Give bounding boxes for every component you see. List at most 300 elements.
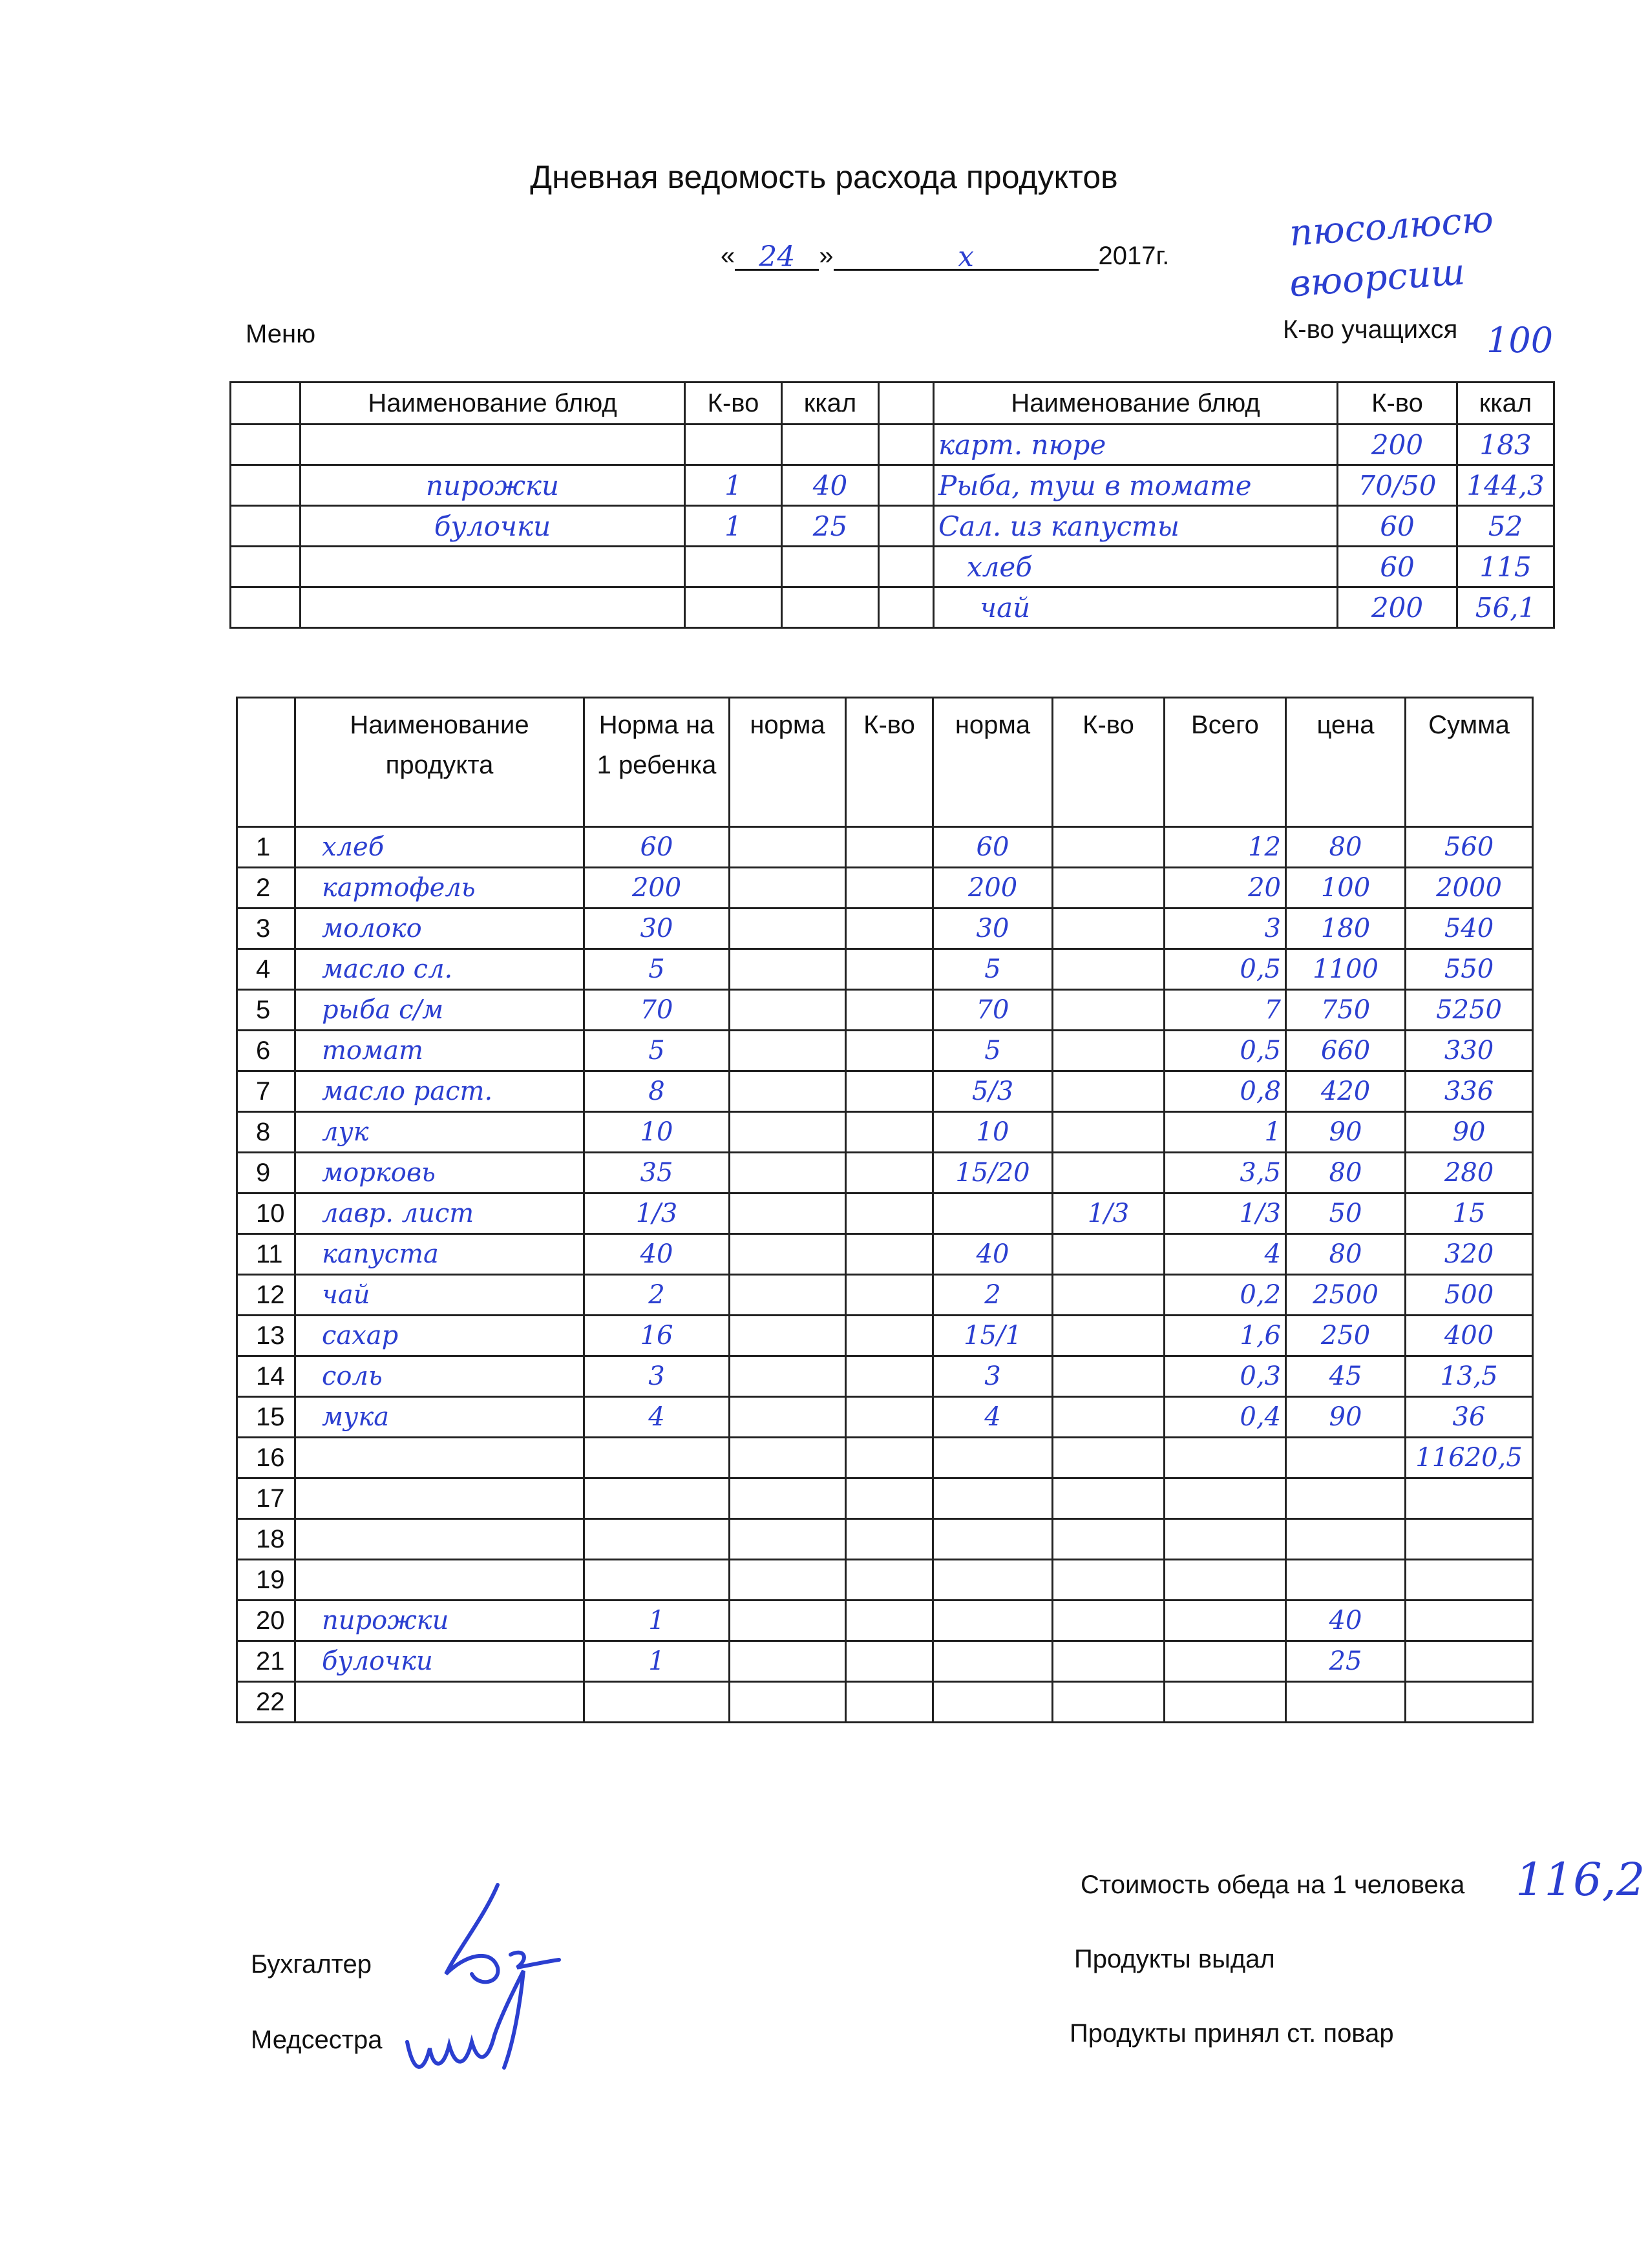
menu-cell: 200: [1338, 587, 1457, 628]
products-cell: 8: [584, 1071, 730, 1112]
products-cell: 0,8: [1165, 1071, 1286, 1112]
products-header-cell: норма: [933, 698, 1053, 827]
products-table: [236, 697, 1534, 1723]
products-cell: 90: [1406, 1112, 1533, 1153]
products-cell: 10: [584, 1112, 730, 1153]
products-cell: [846, 1682, 933, 1723]
products-cell: 40: [933, 1234, 1053, 1275]
products-cell: [1406, 1560, 1533, 1601]
products-cell: 80: [1286, 827, 1406, 868]
products-cell: [846, 1601, 933, 1641]
products-cell: 750: [1286, 990, 1406, 1031]
products-cell: молоко: [295, 908, 584, 949]
row-number: 13: [237, 1316, 295, 1356]
menu-cell: 1: [685, 506, 782, 547]
row-number: 20: [237, 1601, 295, 1641]
products-cell: [1165, 1478, 1286, 1519]
products-cell: 3,5: [1165, 1153, 1286, 1193]
products-cell: 15/20: [933, 1153, 1053, 1193]
products-cell: 1: [584, 1641, 730, 1682]
products-cell: [846, 1234, 933, 1275]
products-cell: [295, 1682, 584, 1723]
menu-cell: хлеб: [934, 547, 1338, 587]
products-cell: [1053, 1682, 1165, 1723]
products-cell: [1165, 1560, 1286, 1601]
products-cell: 4: [584, 1397, 730, 1438]
products-cell: 36: [1406, 1397, 1533, 1438]
menu-cell: [685, 547, 782, 587]
row-number: 17: [237, 1478, 295, 1519]
products-cell: 7: [1165, 990, 1286, 1031]
products-cell: картофель: [295, 868, 584, 908]
products-cell: 80: [1286, 1153, 1406, 1193]
top-right-note-2: вюорсиш: [1288, 251, 1466, 306]
products-cell: чай: [295, 1275, 584, 1316]
products-cell: сахар: [295, 1316, 584, 1356]
products-header-cell: К-во: [846, 698, 933, 827]
menu-row: [231, 425, 1554, 465]
products-cell: 5/3: [933, 1071, 1053, 1112]
products-cell: хлеб: [295, 827, 584, 868]
products-cell: лук: [295, 1112, 584, 1153]
products-cell: [1286, 1682, 1406, 1723]
menu-cell: [782, 547, 879, 587]
menu-header-row: [231, 383, 1554, 425]
products-cell: [933, 1193, 1053, 1234]
products-issued-label: Продукты выдал: [1074, 1945, 1275, 1973]
products-header-cell: Наименование продукта: [295, 698, 584, 827]
row-number: 8: [237, 1112, 295, 1153]
products-cell: [1053, 1560, 1165, 1601]
products-row: [237, 1356, 1533, 1397]
products-cell: [730, 949, 846, 990]
menu-label: Меню: [246, 320, 316, 348]
products-cell: [933, 1438, 1053, 1478]
products-cell: [730, 1031, 846, 1071]
products-row: [237, 1153, 1533, 1193]
products-cell: [846, 949, 933, 990]
products-cell: [730, 1356, 846, 1397]
products-cell: 2500: [1286, 1275, 1406, 1316]
products-cell: [730, 1478, 846, 1519]
products-cell: 35: [584, 1153, 730, 1193]
products-cell: 540: [1406, 908, 1533, 949]
products-cell: [730, 1438, 846, 1478]
products-cell: [1053, 1356, 1165, 1397]
products-cell: [846, 1560, 933, 1601]
menu-cell: [782, 425, 879, 465]
products-cell: 5250: [1406, 990, 1533, 1031]
products-cell: 5: [933, 1031, 1053, 1071]
products-cell: 5: [933, 949, 1053, 990]
products-cell: [1165, 1641, 1286, 1682]
menu-cell: 115: [1457, 547, 1554, 587]
products-cell: [1053, 1275, 1165, 1316]
products-cell: рыба с/м: [295, 990, 584, 1031]
products-cell: капуста: [295, 1234, 584, 1275]
date-line: [721, 240, 1169, 271]
products-cell: 90: [1286, 1397, 1406, 1438]
menu-cell: 40: [782, 465, 879, 506]
products-cell: [1406, 1601, 1533, 1641]
products-cell: 2: [933, 1275, 1053, 1316]
menu-table: [229, 381, 1555, 629]
products-cell: 200: [933, 868, 1053, 908]
products-cell: 1/3: [1165, 1193, 1286, 1234]
products-cell: [846, 990, 933, 1031]
row-number: 9: [237, 1153, 295, 1193]
products-row: [237, 868, 1533, 908]
menu-cell: карт. пюре: [934, 425, 1338, 465]
products-cell: [1053, 1031, 1165, 1071]
products-cell: 2000: [1406, 868, 1533, 908]
menu-row: [231, 465, 1554, 506]
menu-header-cell: К-во: [1338, 383, 1457, 425]
products-cell: [1286, 1519, 1406, 1560]
products-header-cell: Сумма: [1406, 698, 1533, 827]
products-cell: [846, 1316, 933, 1356]
menu-cell: [685, 587, 782, 628]
products-cell: 1/3: [1053, 1193, 1165, 1234]
products-cell: [1286, 1438, 1406, 1478]
row-number: 6: [237, 1031, 295, 1071]
products-row: [237, 1316, 1533, 1356]
menu-cell: 144,3: [1457, 465, 1554, 506]
products-cell: 13,5: [1406, 1356, 1533, 1397]
products-cell: 30: [933, 908, 1053, 949]
products-row: [237, 990, 1533, 1031]
products-cell: масло раст.: [295, 1071, 584, 1112]
products-cell: 11620,5: [1406, 1438, 1533, 1478]
products-cell: 250: [1286, 1316, 1406, 1356]
products-cell: [1053, 949, 1165, 990]
menu-cell: [782, 587, 879, 628]
products-cell: [1053, 1234, 1165, 1275]
products-cell: [584, 1682, 730, 1723]
menu-cell: [879, 587, 934, 628]
products-cell: 40: [1286, 1601, 1406, 1641]
menu-cell: 60: [1338, 506, 1457, 547]
products-cell: 1100: [1286, 949, 1406, 990]
products-cell: [933, 1641, 1053, 1682]
menu-cell: пирожки: [301, 465, 685, 506]
products-cell: [730, 1316, 846, 1356]
row-number: 11: [237, 1234, 295, 1275]
products-row: [237, 1682, 1533, 1723]
products-cell: [846, 1397, 933, 1438]
products-cell: [1406, 1519, 1533, 1560]
products-cell: 1,6: [1165, 1316, 1286, 1356]
products-received-label: Продукты принял ст. повар: [1070, 2019, 1394, 2048]
menu-cell: 56,1: [1457, 587, 1554, 628]
products-cell: 3: [584, 1356, 730, 1397]
top-right-note-1: пюсолюсю: [1288, 198, 1495, 255]
row-number: 5: [237, 990, 295, 1031]
products-cell: томат: [295, 1031, 584, 1071]
products-cell: 10: [933, 1112, 1053, 1153]
products-cell: [295, 1519, 584, 1560]
products-cell: 80: [1286, 1234, 1406, 1275]
products-cell: [1165, 1682, 1286, 1723]
products-cell: [295, 1478, 584, 1519]
products-cell: [1053, 868, 1165, 908]
menu-cell: 60: [1338, 547, 1457, 587]
row-number: 3: [237, 908, 295, 949]
products-cell: [295, 1560, 584, 1601]
products-cell: 420: [1286, 1071, 1406, 1112]
products-cell: [584, 1560, 730, 1601]
products-cell: соль: [295, 1356, 584, 1397]
products-cell: [730, 1071, 846, 1112]
menu-header-cell: ккал: [1457, 383, 1554, 425]
products-cell: [1406, 1641, 1533, 1682]
products-cell: [1053, 1316, 1165, 1356]
row-number: 15: [237, 1397, 295, 1438]
products-row: [237, 1438, 1533, 1478]
menu-cell: 52: [1457, 506, 1554, 547]
products-row: [237, 908, 1533, 949]
products-cell: [295, 1438, 584, 1478]
products-cell: [584, 1519, 730, 1560]
products-cell: 5: [584, 1031, 730, 1071]
menu-cell: [301, 587, 685, 628]
products-header-cell: норма: [730, 698, 846, 827]
products-cell: [730, 1560, 846, 1601]
accountant-label: Бухгалтер: [251, 1950, 372, 1979]
products-cell: 70: [933, 990, 1053, 1031]
products-row: [237, 1397, 1533, 1438]
products-cell: лавр. лист: [295, 1193, 584, 1234]
products-cell: [730, 1601, 846, 1641]
nurse-label: Медсестра: [251, 2026, 383, 2054]
products-cell: 16: [584, 1316, 730, 1356]
products-cell: 100: [1286, 868, 1406, 908]
products-cell: [584, 1438, 730, 1478]
products-cell: [730, 1234, 846, 1275]
products-cell: 4: [1165, 1234, 1286, 1275]
products-cell: [846, 908, 933, 949]
products-cell: 320: [1406, 1234, 1533, 1275]
menu-cell: чай: [934, 587, 1338, 628]
menu-cell: [231, 506, 301, 547]
menu-cell: [231, 465, 301, 506]
products-cell: 45: [1286, 1356, 1406, 1397]
menu-row: [231, 587, 1554, 628]
products-cell: [1053, 990, 1165, 1031]
products-cell: [1053, 1601, 1165, 1641]
nurse-signature: [394, 1964, 549, 2094]
products-cell: [846, 827, 933, 868]
products-cell: [846, 1438, 933, 1478]
lunch-cost-label: Стоимость обеда на 1 человека: [1081, 1871, 1465, 1899]
products-cell: [933, 1560, 1053, 1601]
menu-cell: булочки: [301, 506, 685, 547]
products-cell: [846, 1356, 933, 1397]
products-cell: [730, 908, 846, 949]
menu-cell: [231, 587, 301, 628]
row-number: 16: [237, 1438, 295, 1478]
products-cell: 90: [1286, 1112, 1406, 1153]
products-row: [237, 1193, 1533, 1234]
products-cell: [730, 1153, 846, 1193]
menu-cell: [301, 425, 685, 465]
row-number: 18: [237, 1519, 295, 1560]
row-number: 7: [237, 1071, 295, 1112]
row-number: 4: [237, 949, 295, 990]
menu-header-cell: К-во: [685, 383, 782, 425]
products-cell: 70: [584, 990, 730, 1031]
products-row: [237, 1031, 1533, 1071]
products-cell: [933, 1478, 1053, 1519]
products-cell: 40: [584, 1234, 730, 1275]
products-cell: [1053, 1112, 1165, 1153]
menu-cell: Сал. из капусты: [934, 506, 1338, 547]
products-cell: [1053, 1438, 1165, 1478]
products-cell: 15: [1406, 1193, 1533, 1234]
page-title: Дневная ведомость расхода продуктов: [530, 159, 1118, 195]
menu-cell: 25: [782, 506, 879, 547]
products-cell: [730, 827, 846, 868]
products-cell: [1053, 1641, 1165, 1682]
menu-cell: [685, 425, 782, 465]
row-number: 21: [237, 1641, 295, 1682]
products-row: [237, 1641, 1533, 1682]
row-number: 10: [237, 1193, 295, 1234]
menu-cell: [879, 547, 934, 587]
menu-cell: [879, 425, 934, 465]
row-number: 14: [237, 1356, 295, 1397]
products-cell: 0,5: [1165, 949, 1286, 990]
products-cell: [1053, 1397, 1165, 1438]
products-header-cell: Всего: [1165, 698, 1286, 827]
products-cell: [730, 1519, 846, 1560]
products-cell: пирожки: [295, 1601, 584, 1641]
date-close-quote: »: [819, 242, 834, 270]
products-cell: [1286, 1478, 1406, 1519]
products-cell: 4: [933, 1397, 1053, 1438]
menu-cell: [231, 547, 301, 587]
products-cell: [933, 1601, 1053, 1641]
products-cell: 660: [1286, 1031, 1406, 1071]
products-cell: [1406, 1478, 1533, 1519]
menu-header-cell: [231, 383, 301, 425]
menu-cell: 1: [685, 465, 782, 506]
products-cell: [1053, 1519, 1165, 1560]
products-cell: [730, 1682, 846, 1723]
menu-cell: 183: [1457, 425, 1554, 465]
products-cell: [1053, 1071, 1165, 1112]
products-cell: масло сл.: [295, 949, 584, 990]
products-cell: 0,2: [1165, 1275, 1286, 1316]
products-cell: [730, 868, 846, 908]
menu-header-cell: Наименование блюд: [301, 383, 685, 425]
menu-cell: Рыба, туш в томате: [934, 465, 1338, 506]
products-row: [237, 827, 1533, 868]
products-cell: [1053, 827, 1165, 868]
products-header-cell: [237, 698, 295, 827]
products-table-body: [237, 698, 1533, 1723]
menu-cell: [231, 425, 301, 465]
products-cell: 3: [1165, 908, 1286, 949]
date-month: х: [834, 240, 1099, 271]
lunch-cost-value: 116,2: [1516, 1853, 1645, 1906]
row-number: 2: [237, 868, 295, 908]
products-cell: 560: [1406, 827, 1533, 868]
products-cell: [584, 1478, 730, 1519]
products-row: [237, 1519, 1533, 1560]
row-number: 19: [237, 1560, 295, 1601]
products-cell: 60: [584, 827, 730, 868]
products-header-cell: К-во: [1053, 698, 1165, 827]
students-label: К-во учащихся: [1283, 315, 1458, 344]
menu-cell: 200: [1338, 425, 1457, 465]
products-cell: [933, 1682, 1053, 1723]
products-row: [237, 949, 1533, 990]
products-cell: [1406, 1682, 1533, 1723]
products-cell: [1053, 1153, 1165, 1193]
products-cell: [846, 868, 933, 908]
menu-row: [231, 506, 1554, 547]
products-cell: 2: [584, 1275, 730, 1316]
products-cell: [730, 1397, 846, 1438]
products-cell: [846, 1478, 933, 1519]
products-cell: мука: [295, 1397, 584, 1438]
products-cell: [1053, 908, 1165, 949]
products-cell: 0,5: [1165, 1031, 1286, 1071]
products-row: [237, 1275, 1533, 1316]
products-cell: 0,4: [1165, 1397, 1286, 1438]
products-row: [237, 1234, 1533, 1275]
menu-cell: [879, 465, 934, 506]
products-cell: [1165, 1438, 1286, 1478]
products-cell: булочки: [295, 1641, 584, 1682]
products-cell: 25: [1286, 1641, 1406, 1682]
date-open-quote: «: [721, 242, 735, 270]
products-cell: [846, 1519, 933, 1560]
products-cell: [1165, 1601, 1286, 1641]
products-cell: 1: [584, 1601, 730, 1641]
products-cell: [1053, 1478, 1165, 1519]
products-cell: [846, 1193, 933, 1234]
products-cell: [846, 1275, 933, 1316]
products-row: [237, 1112, 1533, 1153]
products-row: [237, 1478, 1533, 1519]
menu-row: [231, 547, 1554, 587]
products-cell: [730, 990, 846, 1031]
products-cell: 336: [1406, 1071, 1533, 1112]
products-cell: 400: [1406, 1316, 1533, 1356]
products-cell: [846, 1641, 933, 1682]
products-row: [237, 1071, 1533, 1112]
menu-header-cell: [879, 383, 934, 425]
products-cell: 5: [584, 949, 730, 990]
products-cell: [1286, 1560, 1406, 1601]
products-header-cell: Норма на 1 ребенка: [584, 698, 730, 827]
date-day: 24: [735, 240, 819, 271]
students-count: 100: [1486, 320, 1554, 361]
products-cell: 1: [1165, 1112, 1286, 1153]
products-header-cell: цена: [1286, 698, 1406, 827]
products-cell: 60: [933, 827, 1053, 868]
row-number: 1: [237, 827, 295, 868]
products-cell: 200: [584, 868, 730, 908]
products-cell: [933, 1519, 1053, 1560]
products-cell: 1/3: [584, 1193, 730, 1234]
products-cell: 180: [1286, 908, 1406, 949]
products-cell: 550: [1406, 949, 1533, 990]
date-year: 2017г.: [1098, 242, 1170, 270]
products-cell: 280: [1406, 1153, 1533, 1193]
